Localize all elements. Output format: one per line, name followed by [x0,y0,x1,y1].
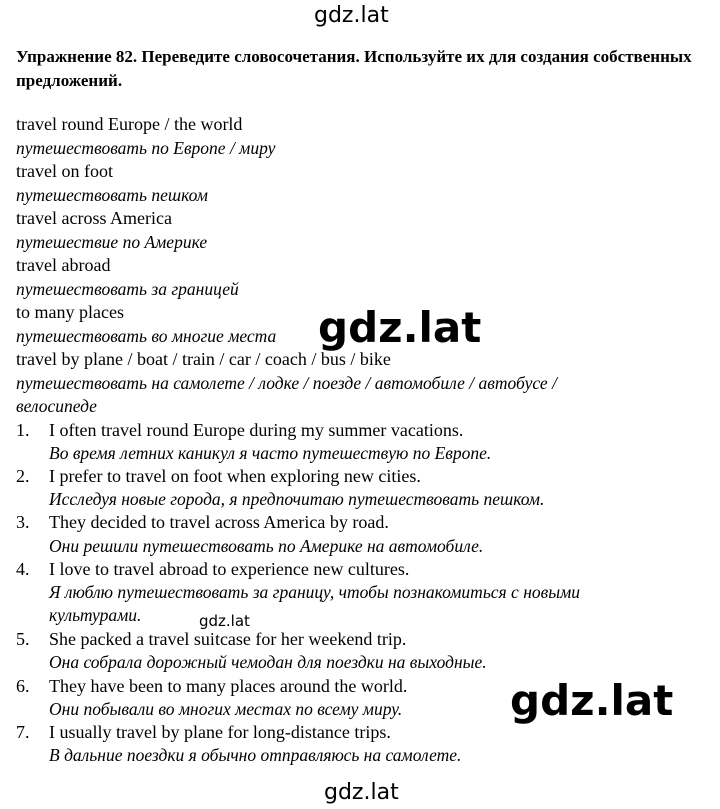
sentence-en-2: I prefer to travel on foot when exploring new cities. [49,466,421,486]
sentence-number-2: 2. [16,466,30,486]
sentence-ru-3: Они решили путешествовать по Америке на автомобиле. [49,536,484,556]
phrase-en-1: travel round Europe / the world [16,114,243,134]
phrase-ru-6-cont: велосипеде [16,396,97,416]
sentence-ru-4: Я люблю путешествовать за границу, чтобы познакомиться с новыми [49,582,580,602]
sentence-en-1: I often travel round Europe during my summer vacations. [49,420,464,440]
watermark-mid: gdz.lat [318,303,482,352]
sentence-ru-1: Во время летних каникул я часто путешествую по Европе. [49,443,492,463]
sentence-number-3: 3. [16,512,30,532]
phrase-ru-5: путешествовать во многие места [16,326,277,346]
sentence-ru-4-cont: культурами. [49,605,142,625]
phrase-en-3: travel across America [16,208,172,228]
exercise-heading: Упражнение 82. Переведите словосочетания. Используйте их для создания собственных предложений. [16,47,692,90]
sentence-number-6: 6. [16,676,30,696]
sentence-en-3: They decided to travel across America by road. [49,512,389,532]
phrase-ru-4: путешествовать за границей [16,279,239,299]
watermark-small: gdz.lat [199,612,250,630]
sentence-ru-6: Они побывали во многих местах по всему миру. [49,699,403,719]
phrase-en-6: travel by plane / boat / train / car / coach / bus / bike [16,349,391,369]
phrase-en-2: travel on foot [16,161,113,181]
sentence-en-5: She packed a travel suitcase for her weekend trip. [49,629,407,649]
phrase-ru-1: путешествовать по Европе / миру [16,138,276,158]
phrase-ru-6: путешествовать на самолете / лодке / поезде / автомобиле / автобусе / [16,373,557,393]
watermark-big: gdz.lat [510,676,674,725]
phrase-en-5: to many places [16,302,124,322]
watermark-top: gdz.lat [314,3,389,28]
watermark-bottom: gdz.lat [324,780,399,805]
sentence-en-6: They have been to many places around the world. [49,676,408,696]
sentence-en-4: I love to travel abroad to experience new cultures. [49,559,410,579]
sentence-ru-2: Исследуя новые города, я предпочитаю путешествовать пешком. [49,489,545,509]
phrase-ru-3: путешествие по Америке [16,232,208,252]
sentence-number-4: 4. [16,559,30,579]
sentence-number-1: 1. [16,420,30,440]
phrase-ru-2: путешествовать пешком [16,185,208,205]
sentence-number-5: 5. [16,629,30,649]
sentence-number-7: 7. [16,722,30,742]
sentence-en-7: I usually travel by plane for long-distance trips. [49,722,391,742]
phrase-en-4: travel abroad [16,255,111,275]
sentence-ru-5: Она собрала дорожный чемодан для поездки на выходные. [49,652,487,672]
sentence-ru-7: В дальние поездки я обычно отправляюсь на самолете. [49,745,462,765]
